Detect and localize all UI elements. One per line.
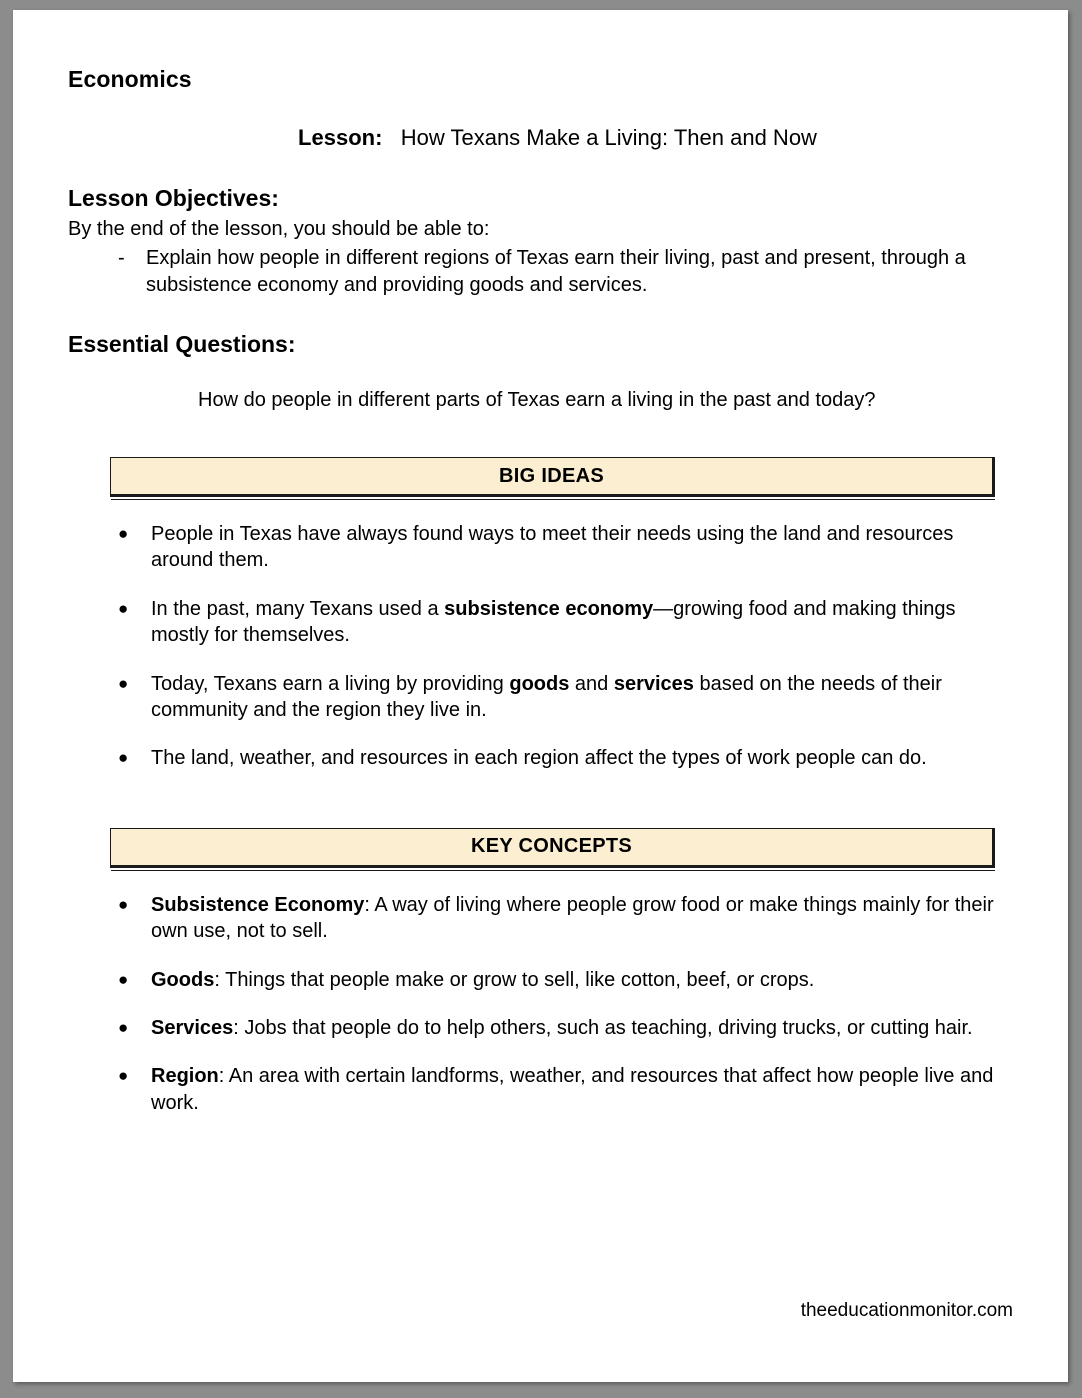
- list-item: [68, 1015, 1013, 1041]
- big-ideas-banner-wrap: [68, 457, 1013, 497]
- list-item: [68, 892, 1013, 945]
- key-concepts-banner: [110, 828, 995, 868]
- list-item-text: Today, Texans earn a living by providing goods and services based on the needs of their community and the region they live in.: [151, 672, 942, 721]
- list-item: [68, 671, 1013, 724]
- list-item-text: Subsistence Economy: A way of living where people grow food or make things mainly for their own use, not to sell.: [151, 893, 994, 943]
- bullet-icon: ●: [118, 524, 129, 544]
- list-item-text: Services: Jobs that people do to help others, such as teaching, driving trucks, or cutting hair.: [151, 1016, 973, 1039]
- list-item-text: Goods: Things that people make or grow to sell, like cotton, beef, or crops.: [151, 968, 815, 991]
- bullet-icon: ●: [118, 969, 129, 989]
- key-concepts-banner-wrap: [68, 828, 1013, 868]
- list-item: [68, 745, 1013, 771]
- lesson-objectives-heading: Lesson Objectives:: [68, 185, 279, 212]
- paper-sheet: [13, 10, 1068, 1382]
- list-item-text: People in Texas have always found ways to meet their needs using the land and resources around them.: [151, 523, 954, 572]
- list-item: [68, 1063, 1013, 1116]
- lesson-title-line: [68, 124, 1013, 153]
- footer-site-label: theeducationmonitor.com: [800, 1300, 1013, 1321]
- bullet-icon: ●: [118, 1066, 129, 1086]
- big-ideas-banner: [110, 457, 995, 497]
- dash-marker: -: [118, 247, 125, 270]
- bullet-icon: ●: [118, 1017, 129, 1037]
- lesson-title: How Texans Make a Living: Then and Now: [400, 124, 817, 150]
- list-item: [68, 596, 1013, 649]
- bullet-icon: ●: [118, 894, 129, 914]
- footer: [13, 1300, 1068, 1322]
- list-item-text: The land, weather, and resources in each region affect the types of work people can do.: [151, 747, 927, 770]
- key-concepts-banner-title: KEY CONCEPTS: [470, 835, 633, 858]
- big-ideas-list: [68, 521, 1013, 772]
- document-content: [68, 65, 1013, 1116]
- lesson-objectives-intro: By the end of the lesson, you should be able to:: [68, 218, 490, 241]
- bullet-icon: ●: [118, 748, 129, 768]
- essential-questions-heading: Essential Questions:: [68, 331, 296, 358]
- key-concepts-list: [68, 892, 1013, 1116]
- list-item: [68, 967, 1013, 993]
- page-title: Economics: [68, 66, 192, 92]
- document-page: [13, 10, 1068, 1382]
- lesson-objectives-list: [68, 245, 1013, 298]
- essential-question-text: How do people in different parts of Texas earn a living in the past and today?: [198, 389, 876, 412]
- bullet-icon: ●: [118, 598, 129, 618]
- lesson-label: Lesson:: [298, 124, 383, 150]
- big-ideas-banner-title: BIG IDEAS: [499, 464, 604, 487]
- list-item: [68, 245, 1013, 298]
- list-item-text: Region: An area with certain landforms, weather, and resources that affect how people live and work.: [151, 1065, 994, 1114]
- list-item-text: In the past, many Texans used a subsistence economy—growing food and making things mostly for themselves.: [151, 597, 956, 647]
- objective-text: Explain how people in different regions of Texas earn their living, past and present, through a subsistence economy and providing goods and services.: [146, 247, 966, 296]
- bullet-icon: ●: [118, 673, 129, 693]
- list-item: [68, 521, 1013, 574]
